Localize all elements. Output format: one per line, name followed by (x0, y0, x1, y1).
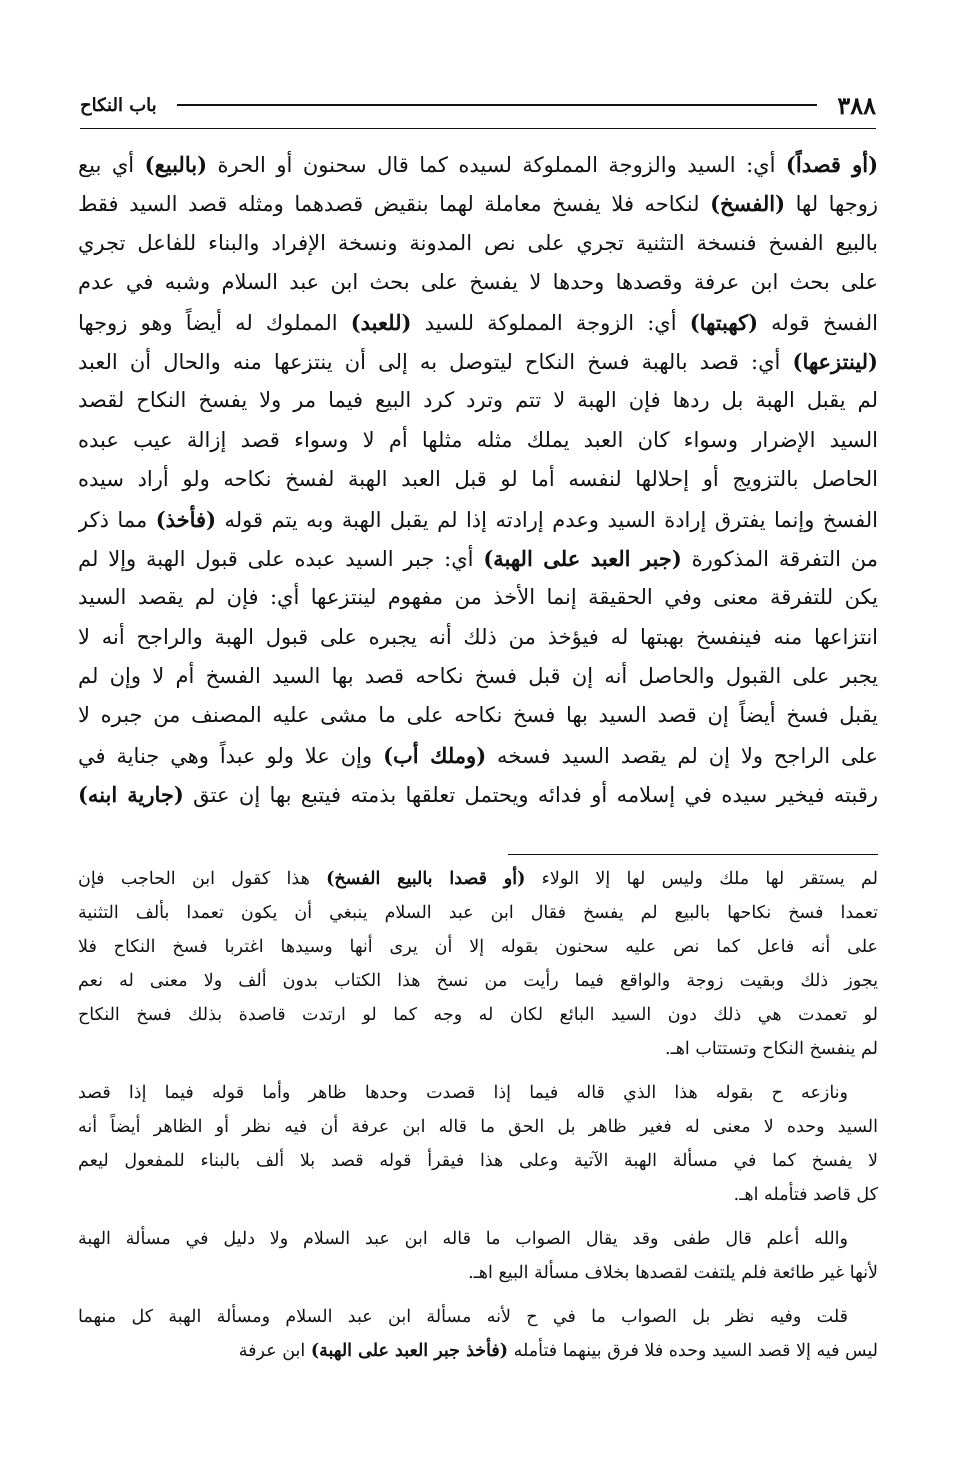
text-segment: رقبته فيخير سيده في إسلامه أو فدائه ويحتمل تعلقها بذمته فيتبع بها إن عتق (183, 783, 878, 808)
text-line (78, 862, 878, 896)
text-segment: أي: الزوجة المملوكة للسيد (411, 310, 690, 335)
text-segment: السيد وحده لا معنى له فغير ظاهر بل الحق ما قاله ابن عرفة أن فيه نظر أو الظاهر أيضاً أنه (78, 1117, 878, 1137)
paragraph-gap (78, 1066, 878, 1076)
text-segment: أي: قصد بالهبة فسخ النكاح ليتوصل به إلى أن ينتزعها منه والحال أن العبد (78, 349, 793, 374)
text-line (78, 896, 878, 930)
text-line (78, 421, 878, 460)
text-segment: يقبل فسخ أيضاً إن قصد السيد بها فسخ نكاحه على ما مشى عليه المصنف من جبره لا (78, 703, 878, 728)
text-segment: لو تعمدت هي ذلك دون السيد البائع لكان له وجه كما لو ارتدت قاصدة بذلك فسخ النكاح (78, 1005, 878, 1025)
text-segment: هذا كقول ابن الحاجب فإن (78, 869, 327, 889)
bold-term: (فأخذ) (155, 506, 217, 532)
text-segment: على أنه فاعل كما نص عليه سحنون بقوله إلا أن يرى أنها وسيدها اغتربا فسخ النكاح فلا (78, 937, 878, 957)
text-line (78, 618, 878, 657)
text-line (78, 1256, 878, 1290)
bold-term: (فأخذ جبر العبد على الهبة) (310, 1341, 509, 1361)
text-line (78, 342, 878, 381)
text-segment: كل قاصد فتأمله اهـ. (733, 1185, 878, 1205)
text-segment: لم يقبل الهبة بل ردها فإن الهبة لا تتم وترد كرد البيع فيما مر ولا يفسخ النكاح لقصد (78, 388, 878, 413)
text-segment: الحاصل بالتزويج أو إحلالها لنفسه أما لو قبل العبد الهبة لفسخ نكاحه ولو أراد سيده (78, 467, 878, 492)
text-line (78, 500, 878, 539)
text-line (78, 964, 878, 998)
text-line (78, 998, 878, 1032)
text-segment: السيد الإضرار وسواء كان العبد يملك مثله مثلها أم لا وسواء قصد إزالة عيب عبده (78, 427, 878, 452)
text-segment: قلت وفيه نظر بل الصواب ما في ح لأنه مسألة ابن عبد السلام ومسألة الهبة كل منهما (78, 1307, 848, 1327)
text-line (78, 145, 878, 184)
text-segment: مما ذكر (78, 507, 156, 532)
text-segment: والله أعلم قال طفى وقد يقال الصواب ما قاله ابن عبد السلام ولا دليل في مسألة الهبة (78, 1229, 848, 1249)
bold-term: (جبر العبد على الهبة) (483, 545, 682, 571)
text-line (78, 930, 878, 964)
header-divider (80, 128, 876, 129)
text-segment: لا يفسخ كما في مسألة الهبة الآتية وعلى هذا فيقرأ قوله قصد بلا ألف بالبناء للمفعول ليعم (78, 1151, 878, 1171)
text-segment: زوجها لها (785, 192, 878, 217)
text-segment: بالبيع الفسخ فنسخة التثنية تجري على نص المدونة ونسخة الإفراد والبناء للفاعل تجري (78, 230, 878, 255)
bold-term: (للعبد) (350, 309, 412, 335)
bold-term: (وملك أب) (383, 742, 487, 768)
text-line (78, 460, 878, 499)
bold-term: (الفسخ) (710, 191, 786, 217)
text-segment: انتزاعها منه فينفسخ بهبتها له فيؤخذ من ذلك أنه يجبره على قبول الهبة والراجح أنه لا (78, 624, 878, 649)
text-segment: لم يستقر لها ملك وليس لها إلا الولاء (525, 869, 878, 889)
text-line (78, 1076, 878, 1110)
text-segment: أي: السيد والزوجة المملوكة لسيده كما قال سحنون أو الحرة (207, 153, 786, 177)
text-line (78, 1110, 878, 1144)
text-segment: يجوز ذلك وبقيت زوجة والواقع فيما رأيت من نسخ هذا الكتاب بدون ألف ولا معنى له نعم (78, 971, 878, 991)
text-segment: أي: جبر السيد عبده على قبول الهبة وإلا لم (78, 546, 484, 571)
text-line (78, 303, 878, 342)
text-segment: ونازعه ح بقوله هذا الذي قاله فيما إذا قصدت وحدها ظاهر وأما قوله فيما إذا قصد (78, 1083, 848, 1103)
text-segment: ليس فيه إلا قصد السيد وحده فلا فرق بينهما فتأمله (508, 1341, 878, 1361)
text-segment: الفسخ قوله (758, 310, 878, 335)
text-segment: تعمدا فسخ نكاحها بالبيع لم يفسخ فقال ابن عبد السلام ينبغي أن يكون تعمدا بألف التثنية (78, 903, 878, 923)
bold-term: (لينتزعها) (792, 348, 878, 374)
text-segment: على بحث ابن عرفة وقصدها وحدها لا يفسخ على بحث ابن عبد السلام وشبه في عدم (78, 270, 878, 295)
text-line (78, 736, 878, 775)
text-line (78, 263, 878, 302)
text-line (78, 539, 878, 578)
header-rule (177, 104, 818, 106)
chapter-title: باب النكاح (80, 94, 157, 116)
footnote-separator (508, 854, 878, 855)
text-segment: على الراجح ولا إن لم يقصد السيد فسخه (486, 743, 878, 768)
text-segment: ابن عرفة (238, 1341, 311, 1361)
main-text (78, 145, 878, 815)
text-line (78, 1032, 878, 1066)
text-line (78, 657, 878, 696)
text-line (78, 775, 878, 814)
text-line (78, 696, 878, 735)
text-line (78, 184, 878, 223)
text-segment: من التفرقة المذكورة (681, 546, 878, 571)
text-segment: يجبر على القبول والحاصل أنه إن قبل فسخ نكاحه قصد بها السيد الفسخ أم لا وإن لم (78, 664, 878, 689)
text-segment: لنكاحه فلا يفسخ معاملة لهما بنقيض قصدهما ومثله قصد السيد فقط (78, 192, 711, 217)
text-segment: لم ينفسخ النكاح وتستتاب اهـ. (665, 1039, 878, 1059)
text-segment: أي بيع (78, 153, 145, 177)
bold-term: (بالبيع) (144, 152, 208, 177)
bold-term: (جارية ابنه) (78, 782, 184, 808)
text-segment: الفسخ وإنما يفترق إرادة السيد وعدم إرادته إذا لم يقبل الهبة وبه يتم قوله (216, 507, 878, 532)
text-segment: المملوك له أيضاً وهو زوجها (78, 310, 351, 335)
paragraph-gap (78, 1212, 878, 1222)
running-header (80, 88, 876, 122)
text-line (78, 1334, 878, 1368)
bold-term: (كهبتها) (689, 309, 759, 335)
text-line (78, 224, 878, 263)
text-line (78, 1178, 878, 1212)
text-line (78, 1300, 878, 1334)
bold-term: (أو قصدا بالبيع الفسخ) (326, 869, 526, 889)
footnotes (78, 862, 878, 1368)
text-line (78, 578, 878, 617)
text-segment: لأنها غير طائعة فلم يلتفت لقصدها بخلاف مسألة البيع اهـ. (468, 1263, 878, 1283)
page-number: ٣٨٨ (837, 90, 876, 120)
text-line (78, 1222, 878, 1256)
text-line (78, 1144, 878, 1178)
text-segment: يكن للتفرقة معنى وفي الحقيقة إنما الأخذ من مفهوم لينتزعها أي: فإن لم يقصد السيد (78, 585, 878, 610)
bold-term: (أو قصداً) (785, 152, 878, 177)
text-segment: وإن علا ولو عبداً وهي جناية في (78, 743, 384, 768)
paragraph-gap (78, 1290, 878, 1300)
text-line (78, 381, 878, 420)
